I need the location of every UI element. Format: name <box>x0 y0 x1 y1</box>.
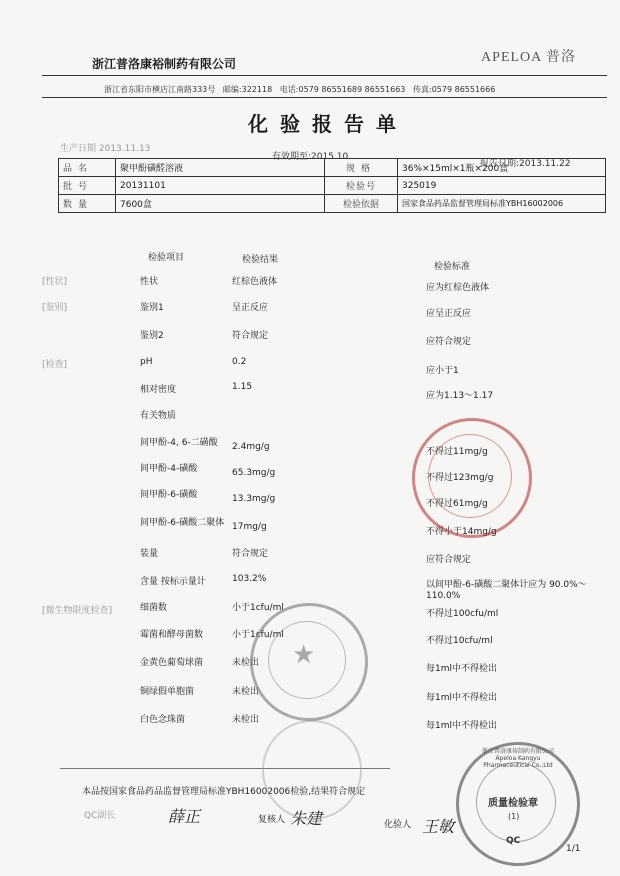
row-item: pH <box>140 357 153 367</box>
row-result: 17mg/g <box>232 522 267 532</box>
row-result: 2.4mg/g <box>232 442 270 452</box>
row-result: 未检出 <box>232 715 260 725</box>
name-value: 聚甲酚磺醛溶液 <box>116 159 325 177</box>
faded-seal-stamp <box>262 720 362 820</box>
row-result: 符合规定 <box>232 331 269 341</box>
row-item: 装量 <box>140 549 159 559</box>
row-standard: 每1ml中不得检出 <box>426 664 497 674</box>
row-result: 103.2% <box>232 574 267 584</box>
row-result: 13.3mg/g <box>232 494 276 504</box>
tester-signature: 王敏 <box>422 817 455 836</box>
row-item: 含量 按标示量计 <box>140 577 206 587</box>
production-date: 生产日期 2013.11.13 <box>60 144 151 154</box>
row-item: 白色念珠菌 <box>140 715 186 725</box>
header-divider <box>42 75 607 76</box>
row-standard: 应符合规定 <box>426 555 472 565</box>
row-item: 细菌数 <box>140 603 168 613</box>
testno-label: 检验号 <box>325 177 398 195</box>
qc-seal-ring-text: 浙江普洛康裕制药有限公司 Apeloa Kangyu Pharmaceutical Co.,Ltd <box>481 748 554 769</box>
row-item: 间甲酚-6-磺酸二聚体 <box>140 518 225 528</box>
testno-value: 325019 <box>398 177 606 195</box>
basis-label: 检验依据 <box>325 195 398 213</box>
row-result: 红棕色液体 <box>232 277 278 287</box>
col-standard-header: 检验标准 <box>434 262 471 272</box>
company-address: 浙江省东阳市横店江南路333号 邮编:322118 电话:0579 86551689 86551663 传真:0579 86551666 <box>104 85 496 94</box>
row-item: 间甲酚-4, 6-二磺酸 <box>140 438 218 448</box>
qc-seal-title: 质量检验章 <box>488 798 538 809</box>
spec-value: 36%×15ml×1瓶×200盒 <box>398 159 606 177</box>
reviewer-signature: 朱建 <box>290 809 323 828</box>
row-result: 未检出 <box>232 687 260 697</box>
row-result: 1.15 <box>232 382 253 392</box>
qc-label: QC副长 <box>84 811 116 821</box>
address-divider <box>42 97 607 98</box>
row-item: 相对密度 <box>140 385 177 395</box>
qc-seal-number: (1) <box>508 812 520 821</box>
row-item: 霉菌和酵母菌数 <box>140 630 204 640</box>
row-standard: 不得过123mg/g <box>426 473 494 483</box>
row-result: 小于1cfu/ml <box>232 630 284 640</box>
qc-seal-bottom: QC <box>506 836 521 846</box>
row-standard: 应为1.13～1.17 <box>426 391 494 401</box>
row-result: 0.2 <box>232 357 247 367</box>
row-result: 符合规定 <box>232 549 269 559</box>
row-item: 鉴别2 <box>140 331 164 341</box>
conclusion: 本品按国家食品药品监督管理局标准YBH16002006检验,结果符合规定 <box>82 787 366 797</box>
tester-label: 化验人 <box>384 820 412 830</box>
row-item: 金黄色葡萄球菌 <box>140 658 204 668</box>
row-standard: 应呈正反应 <box>426 309 472 319</box>
row-standard: 不得过100cfu/ml <box>426 609 499 619</box>
qty-value: 7600盒 <box>116 195 325 213</box>
row-result: 呈正反应 <box>232 303 269 313</box>
name-label: 品名 <box>59 159 116 177</box>
row-category: [微生物限度检查] <box>42 606 113 616</box>
row-standard: 应为红棕色液体 <box>426 283 490 293</box>
row-item: 有关物质 <box>140 411 177 421</box>
row-standard: 每1ml中不得检出 <box>426 693 497 703</box>
spec-label: 规格 <box>325 159 398 177</box>
row-item: 铜绿假单胞菌 <box>140 687 195 697</box>
report-title: 化验报告单 <box>248 112 408 136</box>
row-item: 性状 <box>140 277 159 287</box>
expiry-date: 有效期至:2015.10 <box>272 152 349 162</box>
company-name: 浙江普洛康裕制药有限公司 <box>92 57 237 71</box>
row-result: 未检出 <box>232 658 260 668</box>
seal-star-icon: ★ <box>292 640 316 670</box>
qty-label: 数量 <box>59 195 116 213</box>
batch-value: 20131101 <box>116 177 325 195</box>
report-date: 报告日期:2013.11.22 <box>480 159 571 169</box>
row-item: 间甲酚-4-磺酸 <box>140 464 198 474</box>
row-standard: 不得小于14mg/g <box>426 527 497 537</box>
row-result: 小于1cfu/ml <box>232 603 284 613</box>
col-item-header: 检验项目 <box>148 253 185 263</box>
row-standard: 每1ml中不得检出 <box>426 721 497 731</box>
row-category: [性状] <box>42 277 68 287</box>
conclusion-top-line <box>60 768 390 769</box>
reviewer-label: 复核人 <box>258 815 286 825</box>
basis-value: 国家食品药品监督管理局标准YBH16002006 <box>398 195 606 213</box>
row-standard: 不得过61mg/g <box>426 499 488 509</box>
qc-signature: 薛正 <box>168 807 201 826</box>
batch-label: 批号 <box>59 177 116 195</box>
page-number: 1/1 <box>566 844 581 854</box>
row-standard: 不得过11mg/g <box>426 447 488 457</box>
row-standard: 应小于1 <box>426 366 459 376</box>
row-category: [鉴别] <box>42 303 68 313</box>
row-result: 65.3mg/g <box>232 468 276 478</box>
row-standard: 不得过10cfu/ml <box>426 636 493 646</box>
row-standard: 以间甲酚-6-磺酸二聚体计应为 90.0%～110.0% <box>426 580 587 601</box>
row-item: 间甲酚-6-磺酸 <box>140 490 198 500</box>
row-category: [检查] <box>42 360 68 370</box>
info-table <box>58 158 606 213</box>
col-result-header: 检验结果 <box>242 255 279 265</box>
row-item: 鉴别1 <box>140 303 164 313</box>
row-standard: 应符合规定 <box>426 337 472 347</box>
company-logo: APELOA 普洛 <box>481 50 576 65</box>
